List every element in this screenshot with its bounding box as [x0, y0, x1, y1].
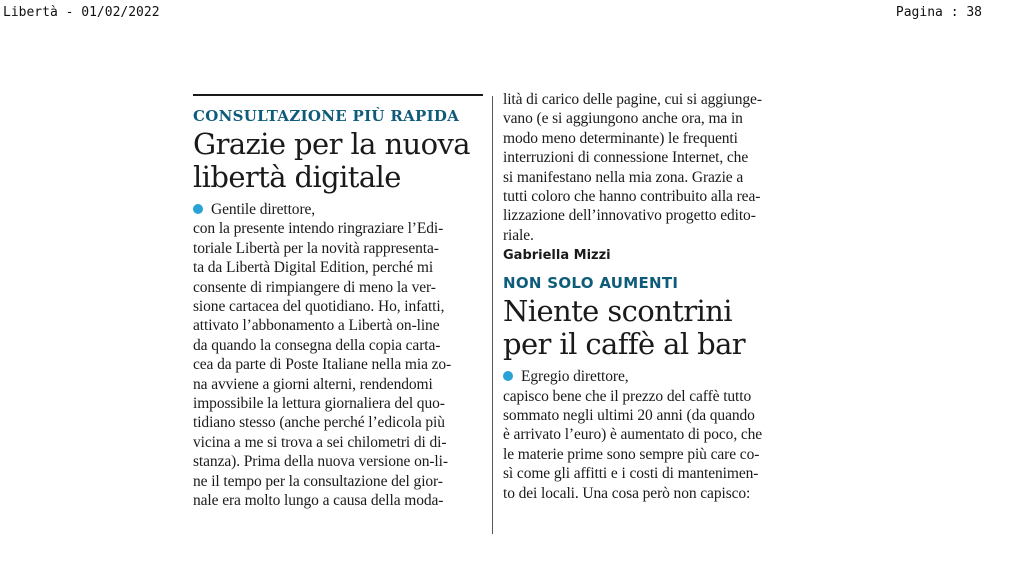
headline-line: Niente scontrini: [503, 294, 732, 329]
article-1-signature: Gabriella Mizzi: [503, 248, 611, 264]
headline-line: Grazie per la nuova: [193, 127, 470, 161]
body-line: da quando la consegna della copia carta-: [193, 336, 441, 354]
body-line: ne il tempo per la consultazione del gior-: [193, 472, 443, 490]
body-line: modo meno determinante) le frequenti: [503, 129, 738, 147]
body-line: interruzioni di connessione Internet, che: [503, 149, 749, 167]
article-1-body: [193, 200, 483, 511]
article-2-headline: [503, 295, 793, 361]
body-line: vano (e si aggiungono anche ora, ma in: [503, 110, 743, 128]
publication-date: Libertà - 01/02/2022: [3, 5, 160, 20]
article-1-body-continued: [503, 90, 793, 245]
body-line: na avviene a giorni alterni, rendendomi: [193, 375, 433, 393]
body-line: sione cartacea del quotidiano. Ho, infatti,: [193, 298, 445, 316]
body-line: vicina a me si trova a sei chilometri di di-: [193, 433, 447, 451]
body-line: si manifestano nella mia zona. Grazie a: [503, 168, 744, 186]
article-1-kicker: CONSULTAZIONE PIÙ RAPIDA: [193, 107, 460, 125]
body-line: tutti coloro che hanno contribuito alla rea-: [503, 188, 761, 206]
article-top-rule: [193, 94, 483, 96]
body-line: lità di carico delle pagine, cui si aggiunge-: [503, 91, 762, 108]
body-line: ta da Libertà Digital Edition, perché mi: [193, 259, 434, 277]
body-line: attivato l’abbonamento a Libertà on-line: [193, 317, 440, 335]
body-line: consente di rimpiangere di meno la ver-: [193, 278, 436, 296]
body-line: [193, 200, 483, 219]
body-line: nale era molto lungo a causa della moda-: [193, 492, 444, 510]
page-number: Pagina : 38: [895, 5, 982, 20]
body-line: impossibile la lettura giornaliera del quo-: [193, 395, 445, 413]
body-line: sì come gli affitti e i costi di mantenimen-: [503, 465, 759, 483]
body-line: [503, 367, 793, 386]
article-1-headline: [193, 128, 483, 194]
body-line: toriale Libertà per la novità rappresenta-: [193, 239, 439, 257]
page-header: [0, 0, 1024, 28]
body-line: con la presente intendo ringraziare l’Edi-: [193, 220, 444, 238]
body-line: lizzazione dell’innovativo progetto edito-: [503, 207, 756, 225]
right-column: [503, 90, 793, 503]
salutation: Egregio direttore,: [521, 368, 629, 386]
body-line: to dei locali. Una cosa però non capisco:: [503, 484, 751, 502]
headline-line: per il caffè al bar: [503, 327, 746, 362]
article-1-column: [193, 106, 483, 511]
body-line: tidiano stesso (anche perché l’edicola più: [193, 414, 445, 432]
salutation: Gentile direttore,: [211, 201, 316, 218]
article-2-kicker: NON SOLO AUMENTI: [503, 274, 679, 293]
body-line: stanza). Prima della nuova versione on-li-: [193, 453, 448, 471]
body-line: è arrivato l’euro) è aumentato di poco, che: [503, 426, 763, 444]
body-line: riale.: [503, 226, 534, 244]
bullet-icon: [503, 371, 513, 381]
article-2: [503, 273, 793, 503]
article-2-body: [503, 367, 793, 503]
body-line: cea da parte di Poste Italiane nella mia zo-: [193, 356, 452, 374]
body-line: capisco bene che il prezzo del caffè tutto: [503, 387, 752, 405]
body-line: le materie prime sono sempre più care co-: [503, 445, 760, 463]
body-line: sommato negli ultimi 20 anni (da quando: [503, 407, 755, 425]
bullet-icon: [193, 204, 203, 214]
column-divider: [492, 96, 493, 534]
headline-line: libertà digitale: [193, 160, 401, 194]
